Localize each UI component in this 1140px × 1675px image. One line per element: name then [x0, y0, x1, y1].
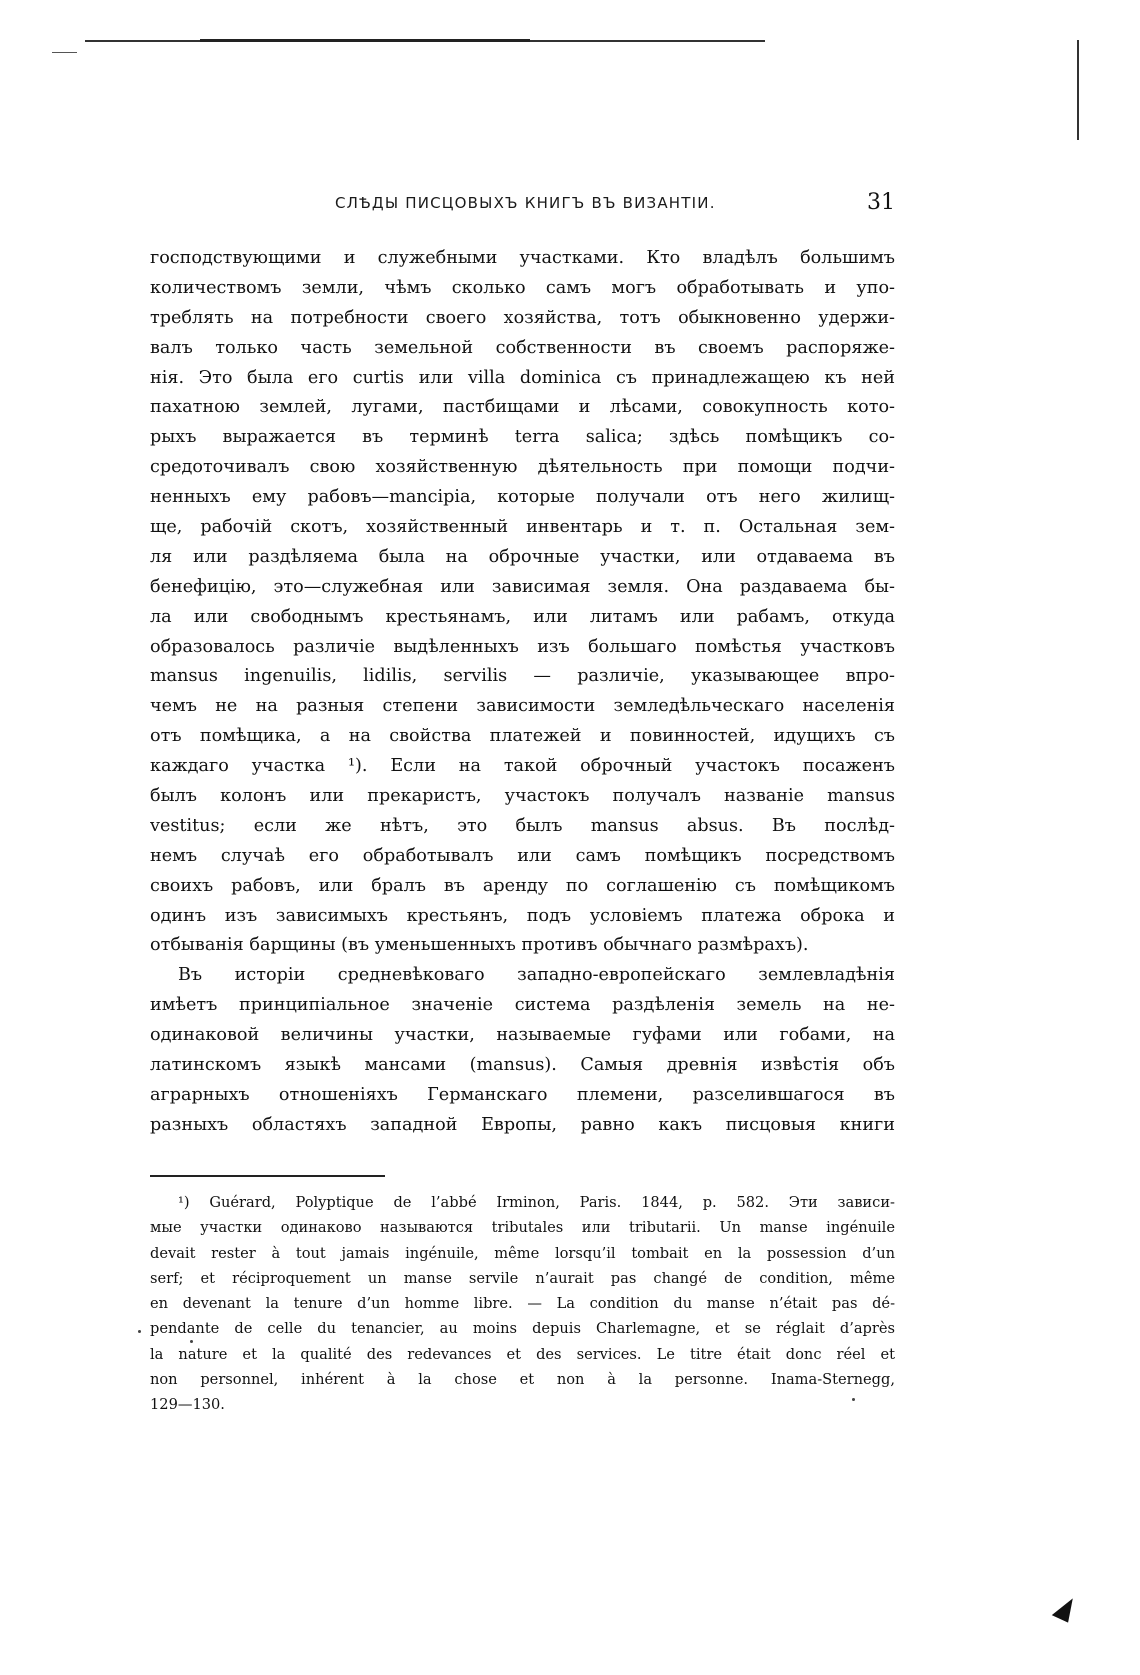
footnote-separator: [150, 1175, 385, 1177]
main-body-text: [150, 244, 895, 1141]
footnote-line: 129—130.: [150, 1396, 225, 1414]
footnote-line: en devenant la tenure d’un homme libre. — La condition du manse n’était pas dé-: [150, 1295, 895, 1313]
body-line: имѣетъ принципіальное значеніе система раздѣленія земель на не-: [150, 995, 895, 1016]
body-line: одинаковой величины участки, называемые гуфами или гобами, на: [150, 1025, 895, 1046]
scan-speck: [852, 1398, 855, 1401]
body-line: отбыванія барщины (въ уменьшенныхъ противъ обычнаго размѣрахъ).: [150, 935, 809, 956]
footnote-line: pendante de celle du tenancier, au moins depuis Charlemagne, et se réglait d’après: [150, 1320, 895, 1338]
scan-speck: [138, 1330, 141, 1333]
body-line: нія. Это была его curtis или villa dominica съ принадлежащею къ ней: [150, 367, 895, 388]
body-line: аграрныхъ отношеніяхъ Германскаго племени, разселившагося въ: [150, 1084, 895, 1105]
body-line: отъ помѣщика, а на свойства платежей и повинностей, идущихъ съ: [150, 726, 895, 747]
body-line: пахатною землей, лугами, пастбищами и лѣсами, совокупность кото-: [150, 397, 895, 418]
footnote-1: [150, 1190, 895, 1418]
body-line: немъ случаѣ его обработывалъ или самъ помѣщикъ посредствомъ: [150, 845, 895, 866]
body-line: vestitus; если же нѣтъ, это былъ mansus absus. Въ послѣд-: [150, 815, 895, 836]
body-paragraph-start: Въ исторіи средневѣковаго западно-европейскаго землевладѣнія: [178, 965, 895, 986]
body-line: ла или свободнымъ крестьянамъ, или литамъ или рабамъ, откуда: [150, 606, 895, 627]
footnote-line: devait rester à tout jamais ingénuile, même lorsqu’il tombait en la possession d’un: [150, 1244, 895, 1262]
page-number: 31: [867, 190, 895, 215]
body-line: рыхъ выражается въ терминѣ terra salica; здѣсь помѣщикъ со-: [150, 427, 895, 448]
footnote-line: la nature et la qualité des redevances et des services. Le titre était donc réel et: [150, 1345, 895, 1363]
body-line: бенефицію, это—служебная или зависимая земля. Она раздаваема бы-: [150, 576, 895, 597]
body-line: ненныхъ ему рабовъ—mancipia, которые получали отъ него жилищ-: [150, 487, 895, 508]
body-line: ля или раздѣляема была на оброчные участки, или отдаваема въ: [150, 546, 895, 567]
body-line: былъ колонъ или прекаристъ, участокъ получалъ названіе mansus: [150, 786, 895, 807]
body-line: ще, рабочій скотъ, хозяйственный инвентарь и т. п. Остальная зем-: [150, 517, 895, 538]
footnote-line: serf; et réciproquement un manse servile n’aurait pas changé de condition, même: [150, 1269, 895, 1287]
body-line: количествомъ земли, чѣмъ сколько самъ могъ обработывать и упо-: [150, 277, 895, 298]
footnote-line: ¹) Guérard, Polyptique de l’abbé Irminon, Paris. 1844, p. 582. Эти зависи-: [178, 1194, 895, 1211]
right-margin-scan-line: [1077, 40, 1079, 140]
top-left-scan-mark: [52, 52, 77, 53]
top-scan-rule-thick: [200, 39, 530, 42]
corner-scan-mark: [1052, 1593, 1078, 1622]
body-line: каждаго участка ¹). Если на такой оброчный участокъ посаженъ: [150, 756, 895, 777]
body-line: образовалось различіе выдѣленныхъ изъ большаго помѣстья участковъ: [150, 636, 895, 657]
footnote-line: мые участки одинаково называются tributales или tributarii. Un manse ingénuile: [150, 1219, 895, 1237]
body-line: чемъ не на разныя степени зависимости земледѣльческаго населенія: [150, 696, 895, 717]
body-line: средоточивалъ свою хозяйственную дѣятельность при помощи подчи-: [150, 457, 895, 478]
running-head: [150, 190, 895, 220]
body-line: господствующими и служебными участками. Кто владѣлъ большимъ: [150, 248, 895, 268]
body-line: латинскомъ языкѣ мансами (mansus). Самыя древнія извѣстія объ: [150, 1055, 895, 1076]
body-line: mansus ingenuilis, lidilis, servilis — различіе, указывающее впро-: [150, 666, 895, 687]
scan-speck: [190, 1340, 193, 1343]
body-line: своихъ рабовъ, или бралъ въ аренду по соглашенію съ помѣщикомъ: [150, 875, 895, 896]
body-line: валъ только часть земельной собственности въ своемъ распоряже-: [150, 337, 895, 358]
running-title: СЛѢДЫ ПИСЦОВЫХЪ КНИГЪ ВЪ ВИЗАНТІИ.: [335, 194, 716, 212]
body-line: одинъ изъ зависимыхъ крестьянъ, подъ условіемъ платежа оброка и: [150, 905, 895, 926]
footnote-line: non personnel, inhérent à la chose et non à la personne. Inama-Sternegg,: [150, 1371, 895, 1389]
body-line: разныхъ областяхъ западной Европы, равно какъ писцовыя книги: [150, 1114, 895, 1135]
body-line: треблять на потребности своего хозяйства, тотъ обыкновенно удержи-: [150, 307, 895, 328]
